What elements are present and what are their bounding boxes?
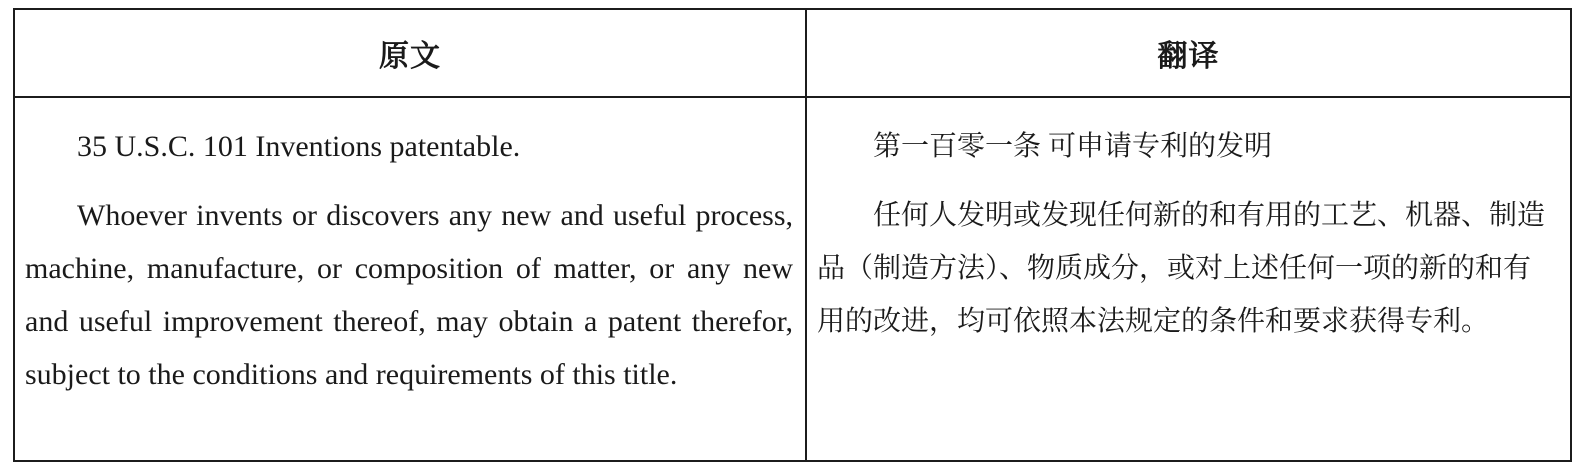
source-body-paragraph: Whoever invents or discovers any new and useful process, machine, manufacture, or composition of matter, or any new and useful improvement thereof, may obtain a patent therefor, subject to the conditions and requirements of this title.: [25, 199, 793, 391]
header-source-column: 原文: [15, 10, 807, 96]
translation-title-paragraph: 第一百零一条 可申请专利的发明: [873, 131, 1273, 162]
table-body-row: [15, 98, 1570, 460]
translation-body-paragraph: 任何人发明或发现任何新的和有用的工艺、机器、制造品（制造方法）、物质成分，或对上述任何一项的新的和有用的改进，均可依照本法规定的条件和要求获得专利。: [817, 200, 1546, 337]
translation-table: [13, 8, 1572, 462]
translation-text-cell: [807, 98, 1570, 460]
source-title-paragraph: 35 U.S.C. 101 Inventions patentable.: [77, 130, 521, 163]
header-translation-column: 翻译: [1157, 40, 1220, 73]
source-text-cell: [15, 98, 807, 460]
table-header-row: [15, 10, 1570, 98]
